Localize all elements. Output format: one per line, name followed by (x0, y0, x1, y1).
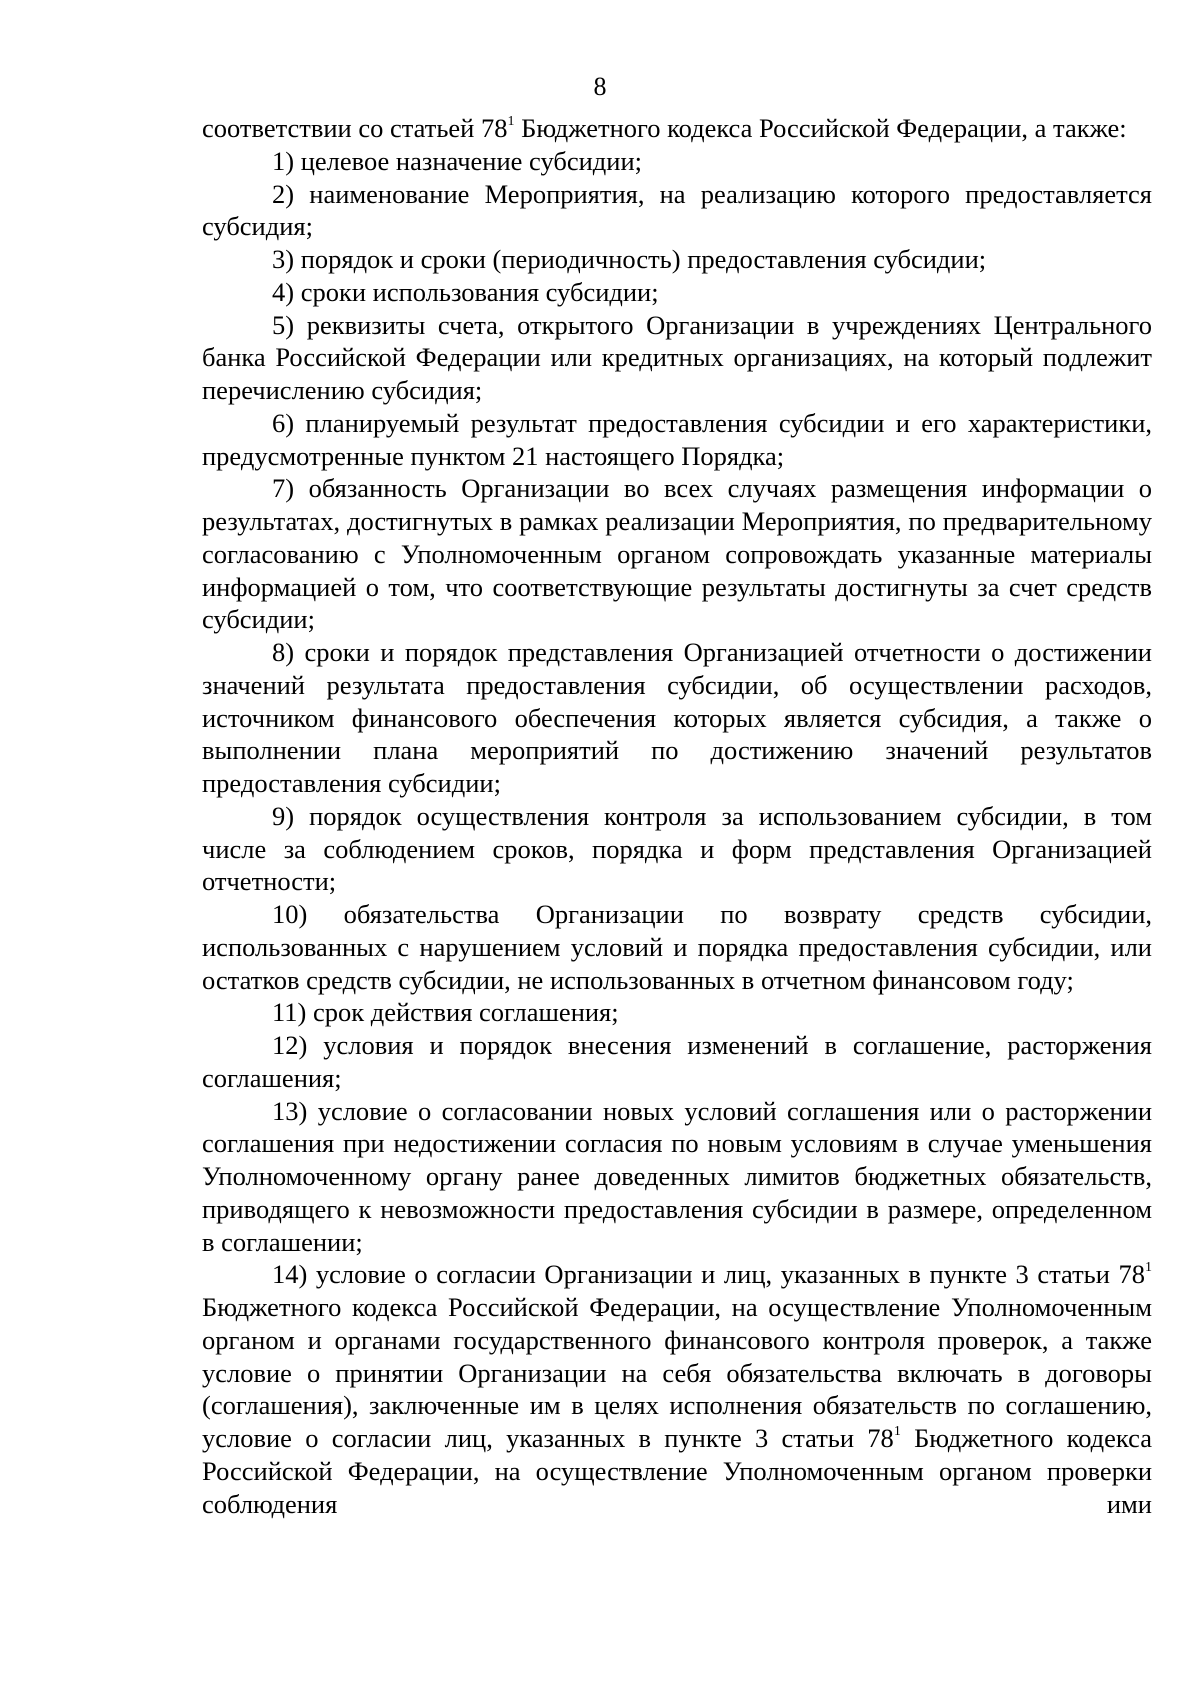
text-run: Бюджетного кодекса Российской Федерации, а также: (514, 113, 1127, 143)
paragraph-intro (202, 112, 1152, 145)
paragraph-item-5 (202, 309, 1152, 407)
text-run: 3) порядок и сроки (периодичность) предоставления субсидии; (272, 244, 987, 274)
text-run: 10) обязательства Организации по возврату средств субсидии, использованных с нарушением условий и порядка предоставления субсидии, или остатков средств субсидии, не использованных в отчетном финансовом году; (202, 899, 1152, 995)
text-run: 4) сроки использования субсидии; (272, 276, 659, 307)
text-run: Бюджетного кодекса Российской Федерации, на осуществление Уполномоченным органом и органами государственного финансового контроля проверок, а также условие о принятии Организации на себя обязательства включать в договоры (соглашения), заключенные им в целях исполнения обязательств по соглашению, условие о согласии лиц, указанных в пункте 3 статьи 78 (202, 1292, 1152, 1453)
paragraph-item-3 (202, 243, 1152, 276)
paragraph-item-4 (202, 276, 1152, 309)
paragraph-item-1 (202, 145, 1152, 178)
text-run: 6) планируемый результат предоставления субсидии и его характеристики, предусмотренные пунктом 21 настоящего Порядка; (202, 407, 1152, 471)
paragraph-item-13 (202, 1095, 1152, 1259)
document-body (202, 112, 1152, 1520)
text-run: 7) обязанность Организации во всех случаях размещения информации о результатах, достигнутых в рамках реализации Мероприятия, по предварительному согласованию с Уполномоченным органом сопровождать указанные материалы информацией о том, что соответствующие результаты достигнуты за счет средств субсидии; (202, 473, 1152, 635)
paragraph-item-9 (202, 800, 1152, 898)
paragraph-item-11 (202, 996, 1152, 1029)
paragraph-item-6 (202, 407, 1152, 473)
paragraph-item-14 (202, 1258, 1152, 1520)
text-run: 9) порядок осуществления контроля за использованием субсидии, в том числе за соблюдением сроков, порядка и форм представления Организацией отчетности; (202, 800, 1152, 897)
paragraph-item-10 (202, 898, 1152, 996)
text-run: 11) срок действия соглашения; (272, 997, 619, 1028)
text-run: 8) сроки и порядок представления Организацией отчетности о достижении значений результата предоставления субсидии, об осуществлении расходов, источником финансового обеспечения которых является субсидия, а также о выполнении плана мероприятий по достижению значений результатов предоставления субсидии; (202, 637, 1152, 798)
page-number: 8 (593, 72, 607, 101)
text-run: Бюджетного кодекса Российской Федерации, на осуществление Уполномоченным органом проверки соблюдения ими (202, 1423, 1152, 1519)
text-run: 2) наименование Мероприятия, на реализацию которого предоставляется субсидия; (202, 178, 1152, 242)
superscript: 1 (507, 114, 515, 129)
text-run: 14) условие о согласии Организации и лиц, указанных в пункте 3 статьи 78 (272, 1259, 1145, 1290)
text-run: 13) условие о согласовании новых условий соглашения или о расторжении соглашения при недостижении согласия по новым условиям в случае уменьшения Уполномоченному органу ранее доведенных лимитов бюджетных обязательств, приводящего к невозможности предоставления субсидии в размере, определенном в соглашении; (202, 1095, 1152, 1257)
text-run: соответствии со статьей 78 (202, 113, 508, 143)
text-run: 12) условия и порядок внесения изменений в соглашение, расторжения соглашения; (202, 1030, 1152, 1093)
superscript: 1 (1145, 1260, 1152, 1276)
paragraph-item-8 (202, 636, 1152, 800)
text-run: 5) реквизиты счета, открытого Организации в учреждениях Центрального банка Российской Федерации или кредитных организациях, на который подлежит перечислению субсидия; (202, 309, 1152, 405)
text-run: 1) целевое назначение субсидии; (272, 145, 643, 176)
paragraph-item-7 (202, 472, 1152, 636)
paragraph-item-2 (202, 178, 1152, 244)
superscript: 1 (893, 1424, 901, 1439)
paragraph-item-12 (202, 1029, 1152, 1095)
